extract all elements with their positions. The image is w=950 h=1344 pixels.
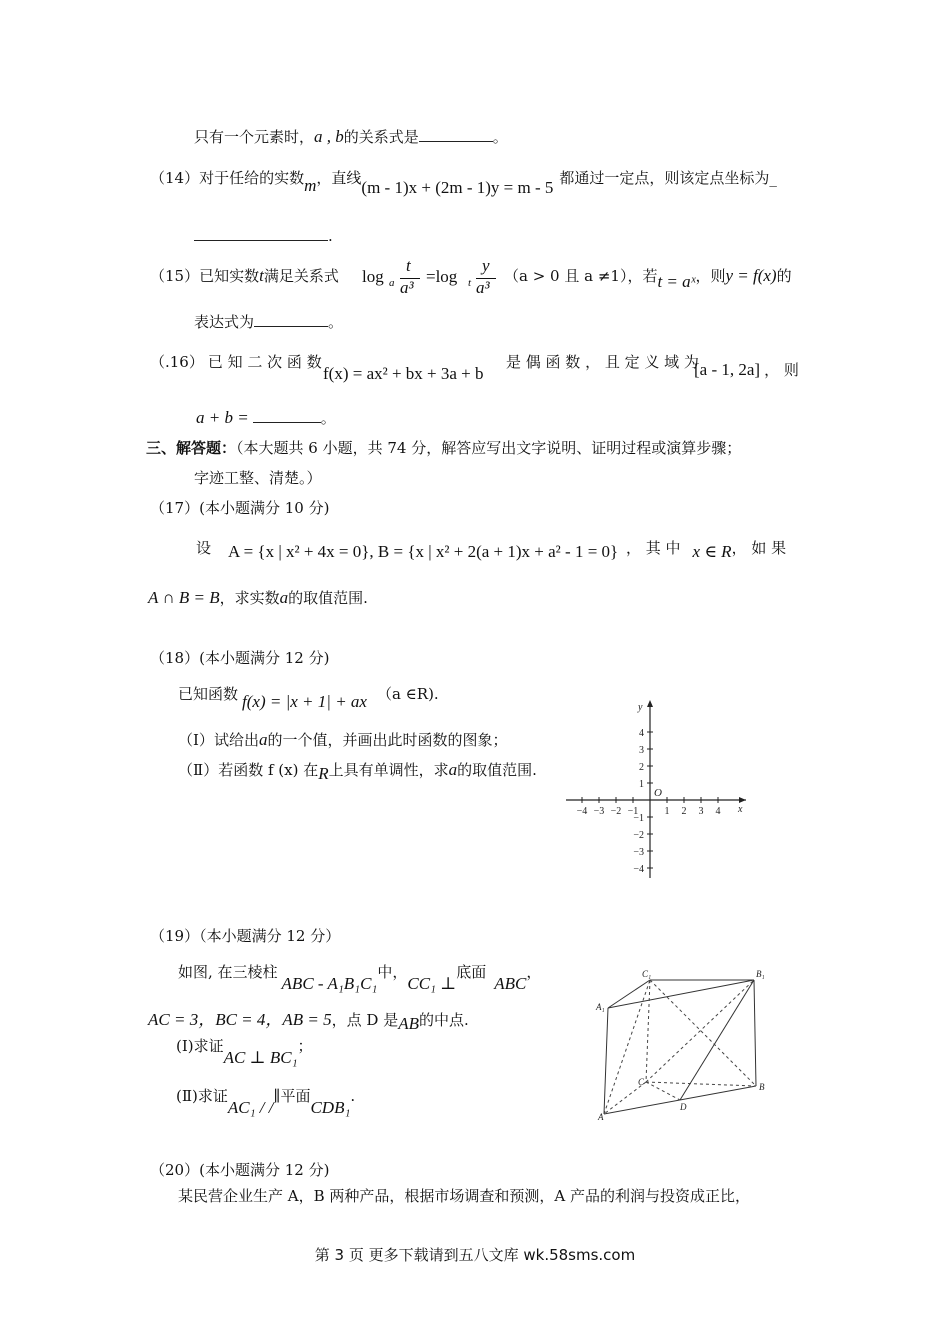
x-tick-label: 1 [664,806,670,817]
q15-line2 [194,312,343,332]
section3-title: 三、解答题： [146,439,237,457]
q17-sets: A = {x | x² + 4x = 0}, B = {x | x² + 2(a + 1)x + a² - 1 = 0} [228,542,619,561]
label-C: C [638,1077,645,1087]
q16-domain-wrap [694,360,799,380]
q18-part1-num: （Ⅰ） [178,731,214,749]
q16-function: f(x) = ax² + bx + 3a + b [323,364,484,383]
q18-part2 [178,760,537,783]
label-B: B [759,1082,765,1092]
q19-p2-b: ∥平面 [273,1087,311,1105]
q15-frac2-num: y [482,256,490,275]
q19-l1-b: 中， [377,963,408,981]
q18-function: f(x) = |x + 1| + ax [242,692,367,711]
q19-l1-a: 如图, 在三棱柱 [178,963,278,981]
y-tick-label: −1 [633,813,644,824]
q19-prism: ABC - A₁B₁C₁ [281,974,378,993]
q19-line2 [148,1010,469,1033]
q13-tail-line [194,127,508,147]
q19-header: （19）（本小题满分 12 分） [150,927,341,945]
q14-var-m: m [304,176,317,195]
q16-line2 [196,408,336,428]
q14-suffix: 都通过一定点，则该定点坐标为_ [559,169,777,187]
coordinate-axes [566,700,746,878]
q15-line2-text: 表达式为 [194,313,255,331]
x-axis-arrow [739,797,746,803]
q17-cond-wrap [626,538,787,561]
q15-tail: 的 [776,267,792,285]
label-C1: C₁ [642,969,652,979]
q13-suffix: 的关系式是 [343,128,419,146]
q16-prefix: 已 知 二 次 函 数 [207,353,322,371]
y-tick-label: −3 [633,847,644,858]
y-tick-label: 3 [639,745,644,756]
y-tick-label: 2 [639,762,644,773]
x-tick-label: −4 [576,806,588,817]
q19-p2-text: 求证 [197,1087,228,1105]
q14-mid: ，直线 [316,169,362,187]
q18-part2-a: 若函数 f (x) 在 [218,761,319,779]
q15-line1 [150,266,339,286]
q18-cond: （a ∈R). [376,685,439,703]
x-tick-label: 2 [681,806,687,817]
q14-line2 [194,226,333,246]
q17-cond: x ∈ R [692,542,732,561]
q15-answer-blank [254,312,328,327]
q18-coordinate-graph [562,696,758,882]
q19-l1-c: 底面 [456,963,487,981]
q14-number: （14） [150,169,200,187]
q15-t-eq: t = aˣ [657,272,696,291]
q17-intersection: A ∩ B = B [148,588,220,607]
q16-func-wrap [323,364,484,384]
q16-mid: 是 偶 函 数 ， 且 定 义 域 为 [506,353,699,371]
q19-p1-end: ； [297,1037,313,1055]
y-axis-arrow [647,700,653,707]
y-axis-label: y [638,702,643,713]
q18-header: （18）(本小题满分 12 分) [150,649,330,667]
q19-l2-b: ，点 D 是 [331,1011,399,1029]
q18-intro-line [178,684,439,711]
q17-header: （17）(本小题满分 10 分) [150,499,330,517]
q13-text: 只有一个元素时， [194,128,315,146]
q19-line1 [178,962,542,993]
section3-desc: （本大题共 6 小题，共 74 分，解答应写出文字说明、证明过程或演算步骤； [236,439,742,457]
label-A: A [598,1112,604,1122]
q15-var-t: t [259,266,264,285]
q15-mid: 满足关系式 [263,267,339,285]
q15-then: ，则 [695,267,726,285]
y-tick-label: 1 [639,779,644,790]
q17-var-a: a [279,588,289,607]
q19-part2 [176,1086,356,1117]
q16-mid-wrap [506,352,699,372]
x-tick-label: −1 [627,806,639,817]
q18-part2-var: R [318,764,329,783]
q13-math: a , b [314,127,344,146]
section3-desc2-line [194,468,322,488]
q15-log-a: log [362,267,384,286]
q19-lengths: AC = 3，BC = 4，AB = 5 [148,1010,332,1029]
x-axis-label: x [738,804,743,815]
x-tick-label: 4 [715,806,721,817]
q15-eq-log: =log [426,267,458,286]
q17-line2 [148,588,368,608]
q13-end: 。 [492,128,508,146]
q15-frac1-den: a³ [400,278,414,297]
q18-intro: 已知函数 [178,685,239,703]
q13-answer-blank [419,127,493,142]
q15-end: 。 [328,313,344,331]
q16-a-plus-b: a + b = [196,408,249,427]
q20-header: （20）(本小题满分 12 分) [150,1161,330,1179]
q18-part2-var2: a [448,760,458,779]
y-tick-label: −2 [633,830,644,841]
q15-number: （15） [150,267,200,285]
q16-tail: ， 则 [764,361,799,379]
q18-part1-a: 试给出 [213,731,259,749]
q17-set-word: 设 [196,539,212,557]
q19-part1 [176,1036,313,1067]
q19-p1-num: (Ⅰ) [176,1037,194,1055]
q18-part1 [178,730,507,750]
q15-log-base-a: a [389,277,395,289]
q19-prism-figure [594,966,774,1122]
q18-part2-c: 的取值范围. [457,761,537,779]
q16-line1 [150,352,322,372]
q19-p2-math2: CDB₁ [310,1098,351,1117]
q17-line2-end: 的取值范围. [288,589,368,607]
q19-l2-c: 的中点. [419,1011,469,1029]
prism-hidden-edges [604,980,756,1114]
q14-answer-blank [194,226,328,241]
page-footer: 第 3 页 更多下载请到五八文库 wk.58sms.com [314,1246,636,1264]
q19-p1-math: AC ⊥ BC₁ [223,1048,298,1067]
label-D: D [680,1102,687,1112]
q16-answer-blank [253,408,321,423]
q16-domain: [a - 1, 2a] [694,360,761,379]
q17-line2-text: ，求实数 [219,589,280,607]
q15-frac2-den: a³ [476,278,490,297]
q19-p2-math: AC₁ / / [227,1098,274,1117]
q19-p2-end: . [350,1087,356,1105]
q19-l1-d: ， [526,963,542,981]
q15-prefix: 已知实数 [199,267,260,285]
label-B1: B₁ [756,969,765,979]
section3-desc2: 字迹工整、清楚。） [194,469,322,487]
x-tick-label: 3 [698,806,704,817]
q17-mid: ， 其 中 [626,539,681,557]
q14-line1 [150,168,777,197]
q15-line1-tail [504,266,792,291]
y-tick-label: −4 [633,864,644,875]
q17-line1 [196,538,211,558]
q14-end: . [328,227,333,245]
q19-ab: AB [398,1014,419,1033]
q16-end: 。 [320,409,336,427]
y-tick-label: 4 [639,728,644,739]
q14-prefix: 对于任给的实数 [199,169,305,187]
label-A1: A₁ [596,1002,605,1012]
q15-y-eq: y = f(x) [725,266,777,285]
q18-part2-num: （Ⅱ） [178,761,219,779]
q15-condition: （a > 0 且 a ≠1），若 [504,267,658,285]
q19-cc1: CC₁ ⊥ [407,974,457,993]
q16-number: （.16） [150,353,204,371]
section3-heading [146,438,741,458]
q17-tail: ， 如 果 [731,539,787,557]
q19-abc: ABC [494,974,527,993]
q18-part2-b: 上具有单调性，求 [328,761,449,779]
q15-log-base-t: t [468,277,472,289]
q18-part1-var: a [258,730,268,749]
q15-frac1-num: t [406,256,411,275]
origin-label: O [654,787,662,799]
q20-text: 某民营企业生产 A，B 两种产品，根据市场调查和预测，A 产品的利润与投资成正比， [178,1187,750,1205]
q19-p2-num: (Ⅱ) [176,1087,198,1105]
x-tick-label: −3 [593,806,605,817]
q17-sets-wrap [228,542,618,562]
q14-equation: (m - 1)x + (2m - 1)y = m - 5 [361,178,554,197]
q19-p1-text: 求证 [193,1037,224,1055]
prism-solid-edges [604,980,756,1114]
x-tick-label: −2 [610,806,622,817]
q18-part1-b: 的一个值，并画出此时函数的图象； [267,731,508,749]
